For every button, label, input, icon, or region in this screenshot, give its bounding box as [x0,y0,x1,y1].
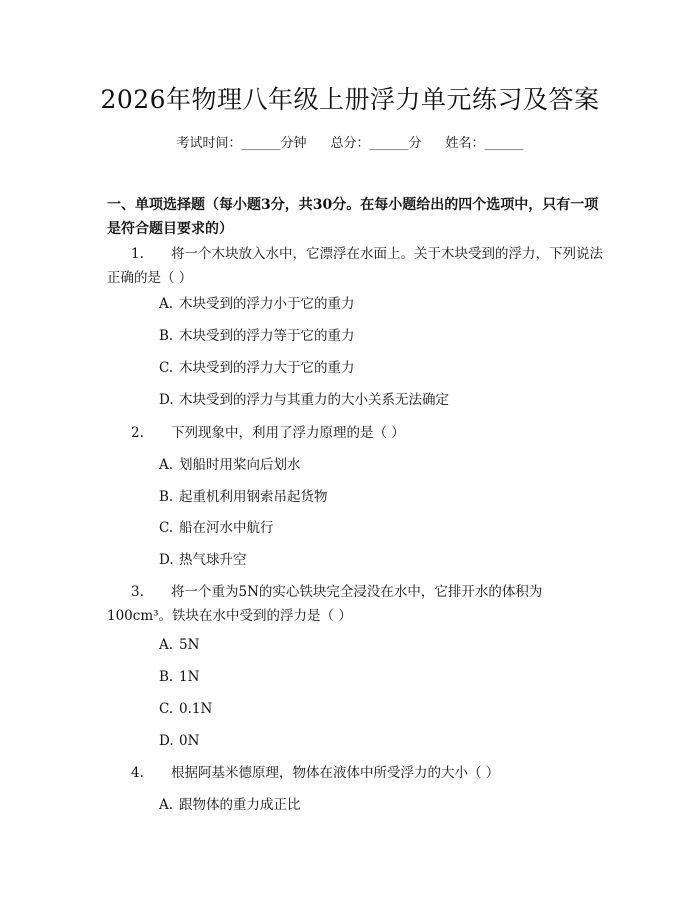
option-text: 跟物体的重力成正比 [179,797,301,813]
question-3 [107,580,607,628]
option-3b [159,667,199,687]
option-2a [159,455,301,475]
option-text: 划船时用桨向后划水 [179,457,301,473]
question-text: 将一个木块放入水中，它漂浮在水面上。关于木块受到的浮力，下列说法正确的是（ ） [107,246,603,286]
question-number: 3. [131,584,144,600]
option-letter: A. [159,637,174,653]
page-title: 2026年物理八年级上册浮力单元练习及答案 [100,85,600,114]
option-text: 船在河水中航行 [179,520,274,536]
option-1a [159,294,355,314]
option-4a [159,795,301,815]
question-number: 4. [131,765,144,781]
student-name: 姓名：______ [445,136,524,151]
option-letter: C. [159,520,174,536]
question-text: 将一个重为5N的实心铁块完全浸没在水中，它排开水的体积为100cm³。铁块在水中受到的浮力是（ ） [107,584,543,624]
option-text: 木块受到的浮力大于它的重力 [179,360,355,376]
question-number: 1. [131,246,144,262]
option-letter: A. [159,296,174,312]
question-text: 根据阿基米德原理，物体在液体中所受浮力的大小（ ） [171,765,500,781]
section-heading: 一、单项选择题（每小题3分，共30分。在每小题给出的四个选项中，只有一项是符合题目要求的） [107,197,599,237]
option-letter: C. [159,360,174,376]
option-letter: C. [159,701,174,717]
option-letter: D. [159,392,174,408]
option-1d [159,390,449,410]
question-4 [107,761,607,785]
question-1 [107,242,607,290]
exam-score: 总分：______分 [330,136,422,151]
option-text: 0.1N [179,701,213,717]
option-letter: B. [159,489,174,505]
question-2 [107,421,607,445]
option-letter: D. [159,733,174,749]
option-2c [159,518,274,538]
option-letter: B. [159,669,174,685]
option-text: 起重机利用钢索吊起货物 [179,489,328,505]
exam-meta [0,132,700,151]
question-text: 下列现象中，利用了浮力原理的是（ ） [171,425,405,441]
option-text: 0N [179,733,200,749]
option-text: 木块受到的浮力等于它的重力 [179,328,355,344]
option-3d [159,731,199,751]
option-letter: A. [159,797,174,813]
question-number: 2. [131,425,144,441]
option-text: 5N [179,637,200,653]
option-text: 木块受到的浮力与其重力的大小关系无法确定 [179,392,449,408]
option-text: 1N [179,669,200,685]
option-letter: D. [159,552,174,568]
option-letter: A. [159,457,174,473]
exam-time: 考试时间：______分钟 [176,136,307,151]
option-1c [159,358,355,378]
option-text: 木块受到的浮力小于它的重力 [179,296,355,312]
option-2d [159,550,247,570]
option-text: 热气球升空 [179,552,247,568]
option-2b [159,487,328,507]
option-3c [159,699,212,719]
option-3a [159,635,199,655]
option-1b [159,326,355,346]
option-letter: B. [159,328,174,344]
